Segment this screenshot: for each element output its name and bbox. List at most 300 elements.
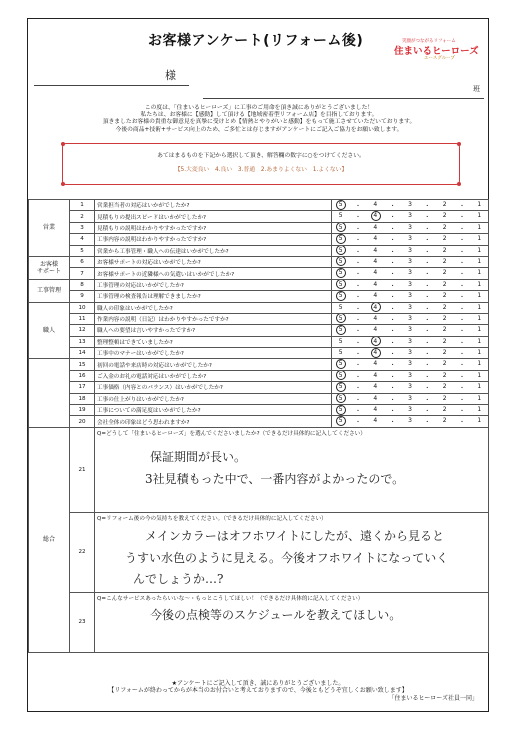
scale-option[interactable]: 4 <box>373 383 378 391</box>
footer <box>28 680 488 702</box>
question-number: 18 <box>70 393 95 404</box>
scale-separator: ・ <box>354 203 361 210</box>
scale-separator: ・ <box>458 408 465 416</box>
question-row <box>29 256 489 267</box>
scale-separator: ・ <box>458 419 465 427</box>
corner-dot <box>457 182 461 186</box>
handwritten-answer: メインカラーはオフホワイトにしたが、遠くから見ると <box>145 528 445 543</box>
scale-option[interactable]: 5 <box>338 246 343 254</box>
free-answer-cell[interactable] <box>95 427 489 512</box>
scale-option[interactable]: 5 <box>338 269 343 277</box>
question-row <box>29 393 489 404</box>
scale-separator: ・ <box>389 294 396 302</box>
scale-option[interactable]: 3 <box>408 235 412 243</box>
scale-option[interactable]: 5 <box>338 212 343 220</box>
scale-option[interactable]: 4 <box>373 280 378 288</box>
logo-group: エースグループ <box>424 56 455 61</box>
question-row <box>29 405 489 416</box>
scale-separator: ・ <box>354 385 361 393</box>
scale-option[interactable]: 3 <box>408 303 412 311</box>
scale-option[interactable]: 3 <box>408 292 412 300</box>
rating-scale <box>332 417 488 426</box>
question-number: 12 <box>70 325 95 336</box>
rating-cell[interactable] <box>332 291 489 302</box>
scale-option[interactable]: 1 <box>477 235 482 243</box>
selected-rating-circle <box>371 211 381 221</box>
scale-option[interactable]: 5 <box>338 303 343 311</box>
rating-cell[interactable] <box>332 382 489 393</box>
question-row <box>29 234 489 245</box>
question-row <box>29 302 489 313</box>
handwritten-answer: 今後の点検等のスケジュールを教えてほしい。 <box>150 607 402 622</box>
scale-option[interactable]: 1 <box>477 360 482 368</box>
scale-option[interactable]: 3 <box>408 246 412 254</box>
scale-option[interactable]: 3 <box>408 394 412 402</box>
scale-option[interactable]: 4 <box>373 246 378 254</box>
scale-separator: ・ <box>424 316 431 324</box>
scale-option[interactable]: 1 <box>477 349 482 357</box>
question-number: 17 <box>70 382 95 393</box>
question-text: 作業内容の説明（日記）はわかりやすかったですか? <box>95 313 332 324</box>
scale-option[interactable]: 2 <box>442 417 447 425</box>
scale-separator: ・ <box>354 271 361 279</box>
scale-option[interactable]: 1 <box>477 280 482 288</box>
question-number: 1 <box>70 200 95 211</box>
scale-separator: ・ <box>424 373 431 381</box>
question-number: 10 <box>70 302 95 313</box>
scale-option[interactable]: 1 <box>477 212 482 220</box>
rating-cell[interactable] <box>332 256 489 267</box>
question-number: 21 <box>70 427 95 512</box>
rating-cell[interactable] <box>332 348 489 359</box>
question-number: 19 <box>70 405 95 416</box>
scale-option[interactable]: 2 <box>442 360 447 368</box>
team-label: 班 <box>473 85 480 93</box>
scale-separator: ・ <box>424 328 431 336</box>
rating-cell[interactable] <box>332 325 489 336</box>
scale-separator: ・ <box>354 328 361 336</box>
question-row <box>29 359 489 370</box>
scale-separator: ・ <box>389 305 396 313</box>
selected-rating-circle <box>336 359 346 369</box>
scale-option[interactable]: 2 <box>442 280 447 288</box>
handwritten-answer: 保証期間が長い。 <box>150 449 247 464</box>
scale-option[interactable]: 4 <box>373 269 378 277</box>
question-text: 職人への要望は言いやすかったですか? <box>95 325 332 336</box>
rating-cell[interactable] <box>332 279 489 290</box>
rating-cell[interactable] <box>332 370 489 381</box>
rating-scale <box>332 360 488 369</box>
scale-separator: ・ <box>424 294 431 302</box>
scale-separator: ・ <box>354 305 361 313</box>
rating-cell[interactable] <box>332 405 489 416</box>
selected-rating-circle <box>336 325 346 335</box>
scale-option[interactable]: 3 <box>408 257 412 265</box>
scale-separator: ・ <box>458 271 465 279</box>
question-text: 工事についての満足度はいかがでしたか? <box>95 405 332 416</box>
question-text: お客様サポートの近隣様への気遣いはいかがでしたか? <box>95 268 332 279</box>
scale-separator: ・ <box>424 419 431 427</box>
scale-option[interactable]: 5 <box>338 349 343 357</box>
intro-line: 頂きましたお客様の貴重な御意見を真摯に受けとめ【情熱とやりがいと感動】をもって施工させていただいております。 <box>102 119 416 126</box>
scale-option[interactable]: 5 <box>338 326 343 334</box>
selected-rating-circle <box>371 302 381 312</box>
scale-separator: ・ <box>458 316 465 324</box>
question-text: ご入金のお礼の電話対応はいかがでしたか? <box>95 370 332 381</box>
scale-separator: ・ <box>389 408 396 416</box>
scale-option[interactable]: 4 <box>373 235 378 243</box>
question-text: 工事中のマナーはいかがでしたか? <box>95 348 332 359</box>
page-title: お客様アンケート(リフォーム後) <box>148 33 364 49</box>
scale-separator: ・ <box>389 203 396 210</box>
scale-option[interactable]: 5 <box>338 406 343 414</box>
scale-option[interactable]: 4 <box>373 417 378 425</box>
scale-option[interactable]: 1 <box>477 394 482 402</box>
rating-cell[interactable] <box>332 313 489 324</box>
scale-option[interactable]: 4 <box>373 303 378 311</box>
scale-option[interactable]: 1 <box>477 257 482 265</box>
scale-option[interactable]: 3 <box>408 371 412 379</box>
rating-scale <box>332 304 488 313</box>
rating-scale <box>332 269 488 278</box>
scale-option[interactable]: 2 <box>442 201 447 208</box>
question-number: 8 <box>70 279 95 290</box>
customer-name-suffix: 様 <box>165 69 176 82</box>
rating-scale <box>332 338 488 347</box>
scale-option[interactable]: 2 <box>442 394 447 402</box>
scale-separator: ・ <box>424 248 431 256</box>
question-text: 見積もりの説明はわかりやすかったですか? <box>95 222 332 233</box>
scale-separator: ・ <box>389 351 396 359</box>
scale-option[interactable]: 1 <box>477 337 482 345</box>
scale-separator: ・ <box>424 271 431 279</box>
scale-separator: ・ <box>458 282 465 290</box>
scale-option[interactable]: 5 <box>338 201 343 208</box>
rating-cell[interactable] <box>332 336 489 347</box>
scale-separator: ・ <box>389 271 396 279</box>
scale-separator: ・ <box>389 339 396 347</box>
scale-option[interactable]: 1 <box>477 292 482 300</box>
scale-option[interactable]: 3 <box>408 314 412 322</box>
rating-cell[interactable] <box>332 268 489 279</box>
question-number: 6 <box>70 256 95 267</box>
scale-separator: ・ <box>424 237 431 245</box>
scale-separator: ・ <box>389 316 396 324</box>
scale-option[interactable]: 5 <box>338 417 343 425</box>
scale-separator: ・ <box>424 282 431 290</box>
scale-option[interactable]: 4 <box>373 326 378 334</box>
rating-scale <box>332 383 488 392</box>
scale-option[interactable]: 3 <box>408 417 412 425</box>
scale-separator: ・ <box>458 203 465 210</box>
scale-separator: ・ <box>458 294 465 302</box>
rating-cell[interactable] <box>332 302 489 313</box>
scale-separator: ・ <box>458 214 465 222</box>
scale-option[interactable]: 2 <box>442 246 447 254</box>
question-number: 20 <box>70 416 95 427</box>
scale-option[interactable]: 1 <box>477 383 482 391</box>
scale-option[interactable]: 4 <box>373 212 378 220</box>
rating-cell[interactable] <box>332 416 489 427</box>
scale-separator: ・ <box>354 316 361 324</box>
scale-option[interactable]: 2 <box>442 406 447 414</box>
question-text: 初回の電話や来店時の対応はいかがでしたか? <box>95 359 332 370</box>
scale-option[interactable]: 2 <box>442 326 447 334</box>
scale-option[interactable]: 2 <box>442 269 447 277</box>
selected-rating-circle <box>336 393 346 403</box>
scale-option[interactable]: 2 <box>442 212 447 220</box>
scale-option[interactable]: 1 <box>477 314 482 322</box>
instruction-box <box>62 143 460 185</box>
question-text: 工事の仕上がりはいかがでしたか? <box>95 393 332 404</box>
selected-rating-circle <box>336 279 346 289</box>
question-text: 職人の印象はいかがでしたか? <box>95 302 332 313</box>
scale-option[interactable]: 3 <box>408 223 412 231</box>
free-answer-row <box>29 592 489 652</box>
scale-separator: ・ <box>458 305 465 313</box>
scale-option[interactable]: 5 <box>338 314 343 322</box>
rating-scale <box>332 247 488 256</box>
rating-scale <box>332 235 488 244</box>
scale-option[interactable]: 2 <box>442 314 447 322</box>
scale-option[interactable]: 5 <box>338 371 343 379</box>
intro-text <box>32 105 486 134</box>
scale-option[interactable]: 2 <box>442 303 447 311</box>
question-text: 営業から工事管理・職人への伝達はいかがでしたか? <box>95 245 332 256</box>
rating-scale <box>332 372 488 381</box>
scale-option[interactable]: 3 <box>408 326 412 334</box>
scale-option[interactable]: 4 <box>373 349 378 357</box>
scale-separator: ・ <box>424 408 431 416</box>
scale-option[interactable]: 3 <box>408 280 412 288</box>
scale-separator: ・ <box>458 396 465 404</box>
scale-separator: ・ <box>458 351 465 359</box>
scale-option[interactable]: 4 <box>373 360 378 368</box>
selected-rating-circle <box>371 348 381 358</box>
scale-option[interactable]: 2 <box>442 223 447 231</box>
scale-separator: ・ <box>458 259 465 267</box>
scale-option[interactable]: 4 <box>373 406 378 414</box>
scale-separator: ・ <box>354 419 361 427</box>
scale-separator: ・ <box>354 282 361 290</box>
scale-option[interactable]: 5 <box>338 235 343 243</box>
scale-separator: ・ <box>458 225 465 233</box>
question-text: 工事内容の説明はわかりやすかったですか? <box>95 234 332 245</box>
question-row <box>29 382 489 393</box>
scale-option[interactable]: 2 <box>442 337 447 345</box>
scale-option[interactable]: 2 <box>442 349 447 357</box>
scale-option[interactable]: 4 <box>373 257 378 265</box>
scale-option[interactable]: 1 <box>477 269 482 277</box>
rating-cell[interactable] <box>332 393 489 404</box>
scale-separator: ・ <box>424 339 431 347</box>
category-label: お客様 サポート <box>29 256 70 279</box>
selected-rating-circle <box>336 245 346 255</box>
scale-separator: ・ <box>424 259 431 267</box>
scale-option[interactable]: 4 <box>373 292 378 300</box>
scale-separator: ・ <box>424 385 431 393</box>
scale-option[interactable]: 1 <box>477 417 482 425</box>
question-text: 整理整頓はできていましたか? <box>95 336 332 347</box>
scale-option[interactable]: 3 <box>408 360 412 368</box>
scale-separator: ・ <box>389 282 396 290</box>
question-row <box>29 325 489 336</box>
scale-option[interactable]: 5 <box>338 223 343 231</box>
scale-separator: ・ <box>424 351 431 359</box>
scale-separator: ・ <box>458 385 465 393</box>
scale-separator: ・ <box>458 339 465 347</box>
scale-separator: ・ <box>389 214 396 222</box>
rating-scale <box>332 349 488 358</box>
scale-separator: ・ <box>389 373 396 381</box>
question-number: 3 <box>70 222 95 233</box>
free-answer-cell[interactable] <box>95 592 489 652</box>
scale-separator: ・ <box>354 373 361 381</box>
scale-separator: ・ <box>389 328 396 336</box>
scale-option[interactable]: 3 <box>408 349 412 357</box>
footer-message: 【リフォームが終わってからが本当のお付合いと考えておりますので、今後ともどうぞ宜しくお願い致します】 <box>108 687 408 695</box>
scale-option[interactable]: 1 <box>477 303 482 311</box>
survey-sheet <box>27 18 489 712</box>
logo-brand: 住まいるヒーローズ <box>394 46 479 57</box>
question-text: 見積もりの提出スピードはいかがでしたか? <box>95 211 332 222</box>
scale-option[interactable]: 1 <box>477 371 482 379</box>
free-answer-cell[interactable] <box>95 512 489 592</box>
survey-table <box>28 199 489 653</box>
scale-option[interactable]: 5 <box>338 360 343 368</box>
selected-rating-circle <box>336 268 346 278</box>
scale-separator: ・ <box>424 214 431 222</box>
free-answer-row <box>29 512 489 592</box>
scale-option[interactable]: 1 <box>477 201 482 208</box>
scale-option[interactable]: 3 <box>408 269 412 277</box>
scale-option[interactable]: 5 <box>338 337 343 345</box>
scale-separator: ・ <box>354 237 361 245</box>
selected-rating-circle <box>336 200 346 210</box>
scale-option[interactable]: 3 <box>408 337 412 345</box>
customer-name-line <box>34 85 189 86</box>
free-question-text: Q=リフォーム後の今の気持ちを教えてください。（できるだけ具体的に記入してください） <box>97 515 327 522</box>
category-label: 職人 <box>29 302 70 359</box>
scale-option[interactable]: 2 <box>442 383 447 391</box>
scale-option[interactable]: 5 <box>338 257 343 265</box>
question-text: 工事価格（内容とのバランス）はいかがでしたか? <box>95 382 332 393</box>
selected-rating-circle <box>336 405 346 415</box>
handwritten-answer: 3社見積もった中で、一番内容がよかったので。 <box>145 471 405 486</box>
scale-separator: ・ <box>354 351 361 359</box>
scale-option[interactable]: 4 <box>373 201 378 208</box>
scale-option[interactable]: 3 <box>408 201 412 208</box>
rating-scale <box>332 395 488 404</box>
scale-option[interactable]: 4 <box>373 394 378 402</box>
question-row <box>29 313 489 324</box>
scale-separator: ・ <box>424 203 431 210</box>
question-text: 営業担当者の対応はいかがでしたか? <box>95 200 332 211</box>
scale-separator: ・ <box>424 396 431 404</box>
rating-cell[interactable] <box>332 234 489 245</box>
rating-scale <box>332 326 488 335</box>
question-row <box>29 268 489 279</box>
handwritten-answer: うすい水色のように見える。今後オフホワイトになっていく <box>125 550 449 565</box>
question-text: 工事管理の検査報告は理解できましたか? <box>95 291 332 302</box>
rating-cell[interactable] <box>332 245 489 256</box>
scale-option[interactable]: 1 <box>477 246 482 254</box>
free-question-text: Q=どうして「住まいるヒーローズ」を選んでくださいましたか?（できるだけ具体的に記入してください） <box>97 430 366 437</box>
logo-tagline: 笑顔がつながるリフォーム <box>402 39 456 44</box>
rating-scale <box>332 315 488 324</box>
scale-option[interactable]: 1 <box>477 406 482 414</box>
rating-scale <box>332 212 488 221</box>
selected-rating-circle <box>336 291 346 301</box>
rating-scale <box>332 258 488 267</box>
scale-option[interactable]: 3 <box>408 212 412 220</box>
scale-separator: ・ <box>354 396 361 404</box>
free-question-text: Q=こんなサービスあったらいいな〜・もっとこうしてほしい！（できるだけ具体的に記入してください） <box>97 595 364 602</box>
category-label <box>29 359 70 427</box>
scale-option[interactable]: 2 <box>442 257 447 265</box>
scale-separator: ・ <box>458 248 465 256</box>
scale-separator: ・ <box>354 408 361 416</box>
intro-line: この度は、「住まいるヒーローズ」に工事のご用命を頂き誠にありがとうございました！ <box>144 105 374 111</box>
scale-separator: ・ <box>424 305 431 313</box>
scale-separator: ・ <box>389 225 396 233</box>
rating-cell[interactable] <box>332 359 489 370</box>
question-row <box>29 370 489 381</box>
intro-line: 今後の商品+技術+サービス向上のため、ご多忙とは存じますがアンケートにご記入ご協力をお願い致します。 <box>115 126 403 133</box>
selected-rating-circle <box>336 416 346 426</box>
selected-rating-circle <box>336 234 346 244</box>
corner-dot <box>457 142 461 146</box>
scale-option[interactable]: 4 <box>373 223 378 231</box>
scale-separator: ・ <box>424 225 431 233</box>
category-label: 営業 <box>29 200 70 257</box>
question-row <box>29 348 489 359</box>
scale-separator: ・ <box>354 362 361 370</box>
scale-option[interactable]: 2 <box>442 235 447 243</box>
scale-option[interactable]: 1 <box>477 223 482 231</box>
scale-option[interactable]: 5 <box>338 280 343 288</box>
scale-separator: ・ <box>458 237 465 245</box>
scale-separator: ・ <box>389 237 396 245</box>
question-text: 工事管理の対応はいかがでしたか? <box>95 279 332 290</box>
rating-cell[interactable] <box>332 200 489 211</box>
corner-dot <box>61 142 65 146</box>
question-row <box>29 416 489 427</box>
scale-option[interactable]: 4 <box>373 314 378 322</box>
question-number: 11 <box>70 313 95 324</box>
question-text: 会社全体の印象はどう思われますか? <box>95 416 332 427</box>
scale-option[interactable]: 3 <box>408 383 412 391</box>
scale-option[interactable]: 4 <box>373 371 378 379</box>
scale-option[interactable]: 5 <box>338 383 343 391</box>
scale-option[interactable]: 3 <box>408 406 412 414</box>
scale-separator: ・ <box>389 396 396 404</box>
scale-option[interactable]: 5 <box>338 394 343 402</box>
scale-option[interactable]: 2 <box>442 292 447 300</box>
question-number: 16 <box>70 370 95 381</box>
rating-cell[interactable] <box>332 211 489 222</box>
question-text: お客様サポートの対応はいかがでしたか? <box>95 256 332 267</box>
scale-separator: ・ <box>354 339 361 347</box>
selected-rating-circle <box>371 336 381 346</box>
scale-option[interactable]: 4 <box>373 337 378 345</box>
scale-option[interactable]: 1 <box>477 326 482 334</box>
scale-option[interactable]: 5 <box>338 292 343 300</box>
scale-separator: ・ <box>458 328 465 336</box>
rating-cell[interactable] <box>332 222 489 233</box>
question-number: 15 <box>70 359 95 370</box>
scale-option[interactable]: 2 <box>442 371 447 379</box>
